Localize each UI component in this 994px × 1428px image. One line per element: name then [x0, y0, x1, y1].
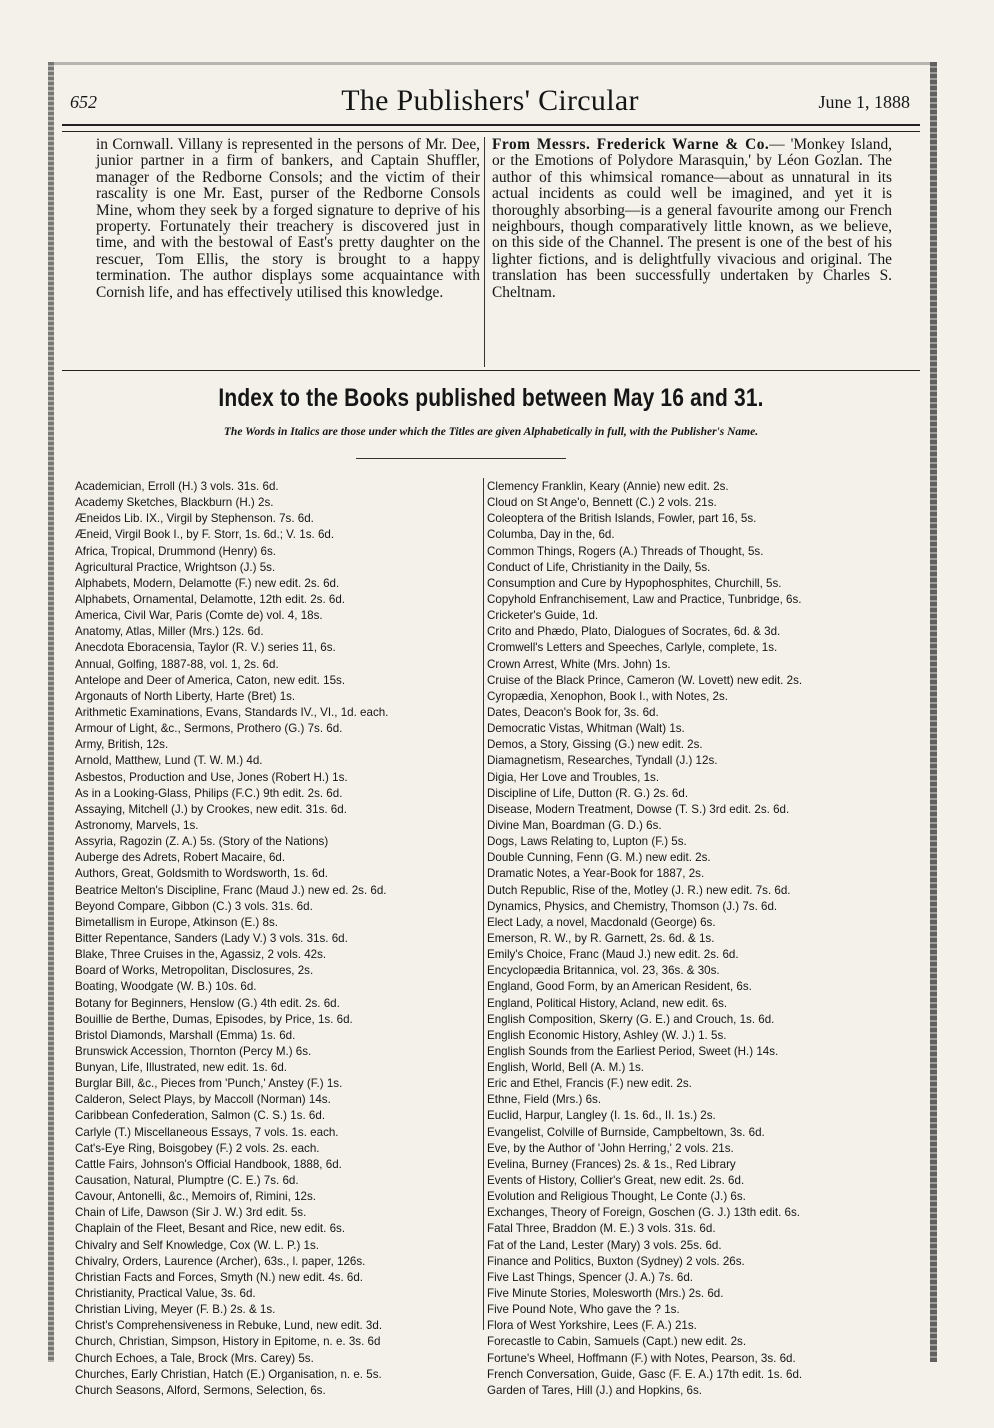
index-entry: Bristol Diamonds, Marshall (Emma) 1s. 6d. [75, 1028, 296, 1042]
index-entry: Disease, Modern Treatment, Dowse (T. S.) 3rd edit. 2s. 6d. [487, 802, 790, 816]
index-entry: Arnold, Matthew, Lund (T. W. M.) 4d. [75, 754, 263, 768]
index-entry: England, Good Form, by an American Resident, 6s. [487, 980, 752, 994]
index-entry: Assaying, Mitchell (J.) by Crookes, new edit. 31s. 6d. [75, 802, 347, 816]
index-entry: Flora of West Yorkshire, Lees (F. A.) 21s. [487, 1319, 697, 1333]
index-entry: Alphabets, Modern, Delamotte (F.) new edit. 2s. 6d. [75, 576, 340, 590]
index-entry: Elect Lady, a novel, Macdonald (George) 6s. [487, 915, 716, 929]
index-entry: Events of History, Collier's Great, new edit. 2s. 6d. [487, 1174, 745, 1188]
index-entry: Conduct of Life, Christianity in the Daily, 5s. [487, 560, 711, 574]
index-entry: Democratic Vistas, Whitman (Walt) 1s. [487, 722, 685, 736]
index-entry: Church, Christian, Simpson, History in Epitome, n. e. 3s. 6d [75, 1335, 381, 1349]
index-entry: Church Seasons, Alford, Sermons, Selection, 6s. [75, 1383, 326, 1397]
index-entry: Auberge des Adrets, Robert Macaire, 6d. [75, 851, 286, 865]
index-entry: Burglar Bill, &c., Pieces from 'Punch,' Anstey (F.) 1s. [75, 1077, 343, 1091]
issue-date: June 1, 1888 [818, 92, 910, 112]
index-entry: Chivalry and Self Knowledge, Cox (W. L. P.) 1s. [75, 1238, 320, 1252]
index-entry: Christian Facts and Forces, Smyth (N.) new edit. 4s. 6d. [75, 1270, 364, 1284]
index-entry: Forecastle to Cabin, Samuels (Capt.) new edit. 2s. [487, 1335, 747, 1349]
index-entry: Crito and Phædo, Plato, Dialogues of Socrates, 6d. & 3d. [487, 625, 781, 639]
index-entry: Dynamics, Physics, and Chemistry, Thomson (J.) 7s. 6d. [487, 899, 778, 913]
index-entry: Authors, Great, Goldsmith to Wordsworth, 1s. 6d. [75, 867, 329, 881]
index-entry: Emerson, R. W., by R. Garnett, 2s. 6d. & 1s. [487, 931, 715, 945]
index-entry: Bouillie de Berthe, Dumas, Episodes, by Price, 1s. 6d. [75, 1012, 353, 1026]
index-entry: Dogs, Laws Relating to, Lupton (F.) 5s. [487, 835, 687, 849]
index-entry: Crown Arrest, White (Mrs. John) 1s. [487, 657, 671, 671]
index-entry: America, Civil War, Paris (Comte de) vol. 4, 18s. [75, 609, 323, 623]
index-entry: Agricultural Practice, Wrightson (J.) 5s. [75, 560, 276, 574]
index-entry: Divine Man, Boardman (G. D.) 6s. [487, 818, 662, 832]
section-rule [62, 370, 920, 371]
index-entry: Bunyan, Life, Illustrated, new edit. 1s. 6d. [75, 1061, 288, 1075]
index-entry: Anecdota Eboracensia, Taylor (R. V.) series 11, 6s. [75, 641, 336, 655]
index-entry: Dramatic Notes, a Year-Book for 1887, 2s. [487, 867, 705, 881]
index-entry: Africa, Tropical, Drummond (Henry) 6s. [75, 544, 277, 558]
index-entry: Cromwell's Letters and Speeches, Carlyle, complete, 1s. [487, 641, 778, 655]
review-text: — 'Monkey Island, or the Emotions of Polydore Marasquin,' by Léon Gozlan. The author of this whimsical romance—about as unnatural in its actual incidents as could well be imagined, and yet it is thoroughly absorbing—is a general favourite among our French neighbours, though comparatively little known, as we believe, on this side of the Channel. The present is one of the best of his lighter fictions, and is delightfully vivacious and original. The translation has been successfully undertaken by Charles S. Cheltnam. [492, 136, 892, 301]
page-left-border [48, 62, 54, 1362]
page-number: 652 [70, 92, 97, 112]
index-entry: Christian Living, Meyer (F. B.) 2s. & 1s. [75, 1303, 276, 1317]
index-entry: Columba, Day in the, 6d. [487, 528, 615, 542]
index-entry: Arithmetic Examinations, Evans, Standards IV., VI., 1d. each. [75, 705, 389, 719]
index-entry: Exchanges, Theory of Foreign, Goschen (G. J.) 13th edit. 6s. [487, 1206, 800, 1220]
index-entry: Coleoptera of the British Islands, Fowler, part 16, 5s. [487, 512, 757, 526]
index-entry: Carlyle (T.) Miscellaneous Essays, 7 vols. 1s. each. [75, 1125, 339, 1139]
index-entry: French Conversation, Guide, Gasc (F. E. A.) 17th edit. 1s. 6d. [487, 1367, 803, 1381]
index-entry: Academician, Erroll (H.) 3 vols. 31s. 6d. [75, 480, 279, 493]
index-entry: Anatomy, Atlas, Miller (Mrs.) 12s. 6d. [75, 625, 264, 639]
index-entry: Chaplain of the Fleet, Besant and Rice, new edit. 6s. [75, 1222, 346, 1236]
index-entry: Fat of the Land, Lester (Mary) 3 vols. 25s. 6d. [487, 1238, 722, 1252]
index-entry: Five Last Things, Spencer (J. A.) 7s. 6d. [487, 1270, 693, 1284]
index-entry: Annual, Golfing, 1887-88, vol. 1, 2s. 6d. [75, 657, 279, 671]
index-entry: Evangelist, Colville of Burnside, Campbeltown, 3s. 6d. [487, 1125, 765, 1139]
page-top-border [54, 62, 930, 65]
index-entry: English Economic History, Ashley (W. J.) 1. 5s. [487, 1028, 727, 1042]
index-entry: Cruise of the Black Prince, Cameron (W. Lovett) new edit. 2s. [487, 673, 803, 687]
index-entry: Cricketer's Guide, 1d. [487, 609, 599, 623]
index-entry: Churches, Early Christian, Hatch (E.) Organisation, n. e. 5s. [75, 1367, 382, 1381]
index-column-right [487, 479, 897, 1399]
index-entry: Common Things, Rogers (A.) Threads of Thought, 5s. [487, 544, 764, 558]
review-text: in Cornwall. Villany is represented in the persons of Mr. Dee, junior partner in a firm of bankers, and Captain Shuffler, manager of the Redborne Consols; and the victim of their rascality is one Mr. East, purser of the Redborne Consols Mine, whom they seek by a forged signature to deprive of his property. Fortunately their treachery is discovered just in time, and with the bestowal of East's pretty daughter on the rescuer, Tom Ellis, the story is brought to a happy termination. The author displays some acquaintance with Cornish life, and has effectively utilised this knowledge. [96, 136, 480, 301]
index-entry: Astronomy, Marvels, 1s. [75, 818, 199, 832]
index-title: Index to the Books published between May 16 and 31. [218, 384, 764, 412]
index-entry: Diamagnetism, Researches, Tyndall (J.) 12s. [487, 754, 718, 768]
index-entry: Dates, Deacon's Book for, 3s. 6d. [487, 705, 659, 719]
index-entry: Double Cunning, Fenn (G. M.) new edit. 2s. [487, 851, 711, 865]
index-entry: Army, British, 12s. [75, 738, 169, 752]
index-entry: Beatrice Melton's Discipline, Franc (Maud J.) new ed. 2s. 6d. [75, 883, 387, 897]
review-publisher: From Messrs. Frederick Warne & Co. [492, 136, 770, 153]
index-entry: Copyhold Enfranchisement, Law and Practice, Tunbridge, 6s. [487, 592, 802, 606]
index-entry: Beyond Compare, Gibbon (C.) 3 vols. 31s. 6d. [75, 899, 313, 913]
index-entry: Garden of Tares, Hill (J.) and Hopkins, 6s. [487, 1383, 703, 1397]
header-rule [62, 124, 920, 132]
index-entry: Eve, by the Author of 'John Herring,' 2 vols. 21s. [487, 1141, 734, 1155]
index-entry: Bimetallism in Europe, Atkinson (E.) 8s. [75, 915, 278, 929]
index-entry: Cyropædia, Xenophon, Book I., with Notes, 2s. [487, 689, 729, 703]
index-entry: Demos, a Story, Gissing (G.) new edit. 2s. [487, 738, 703, 752]
index-entry: English Composition, Skerry (G. E.) and Crouch, 1s. 6d. [487, 1012, 775, 1026]
page-right-border [930, 62, 937, 1362]
page-header [70, 84, 910, 120]
index-entry: Æneidos Lib. IX., Virgil by Stephenson. 7s. 6d. [75, 512, 314, 526]
index-entry: Christianity, Practical Value, 3s. 6d. [75, 1287, 256, 1301]
index-entry: Euclid, Harpur, Langley (I. 1s. 6d., II. 1s.) 2s. [487, 1109, 716, 1123]
index-entry: Evolution and Religious Thought, Le Conte (J.) 6s. [487, 1190, 746, 1204]
index-entry: Brunswick Accession, Thornton (Percy M.) 6s. [75, 1044, 312, 1058]
index-entry: Blake, Three Cruises in the, Agassiz, 2 vols. 42s. [75, 948, 327, 962]
index-entry: Caribbean Confederation, Salmon (C. S.) 1s. 6d. [75, 1109, 326, 1123]
index-entry: Five Pound Note, Who gave the ? 1s. [487, 1303, 680, 1317]
short-rule [356, 458, 566, 459]
index-entry: Church Echoes, a Tale, Brock (Mrs. Carey) 5s. [75, 1351, 314, 1365]
index-column-left [75, 479, 481, 1399]
index-entry: Christ's Comprehensiveness in Rebuke, Lund, new edit. 3d. [75, 1319, 383, 1333]
index-entry: Cavour, Antonelli, &c., Memoirs of, Rimini, 12s. [75, 1190, 316, 1204]
index-entry: Alphabets, Ornamental, Delamotte, 12th edit. 2s. 6d. [75, 592, 346, 606]
review-continuation [96, 137, 480, 301]
index-entry: Antelope and Deer of America, Caton, new edit. 15s. [75, 673, 346, 687]
index-entry: As in a Looking-Glass, Philips (F.C.) 9th edit. 2s. 6d. [75, 786, 343, 800]
index-entry: Consumption and Cure by Hypophosphites, Churchill, 5s. [487, 576, 782, 590]
index-entry: Argonauts of North Liberty, Harte (Bret) 1s. [75, 689, 296, 703]
index-entry: English, World, Bell (A. M.) 1s. [487, 1061, 644, 1075]
index-entry: Boating, Woodgate (W. B.) 10s. 6d. [75, 980, 257, 994]
index-entry: Academy Sketches, Blackburn (H.) 2s. [75, 496, 274, 510]
index-entry: Eric and Ethel, Francis (F.) new edit. 2s. [487, 1077, 692, 1091]
index-entry: Bitter Repentance, Sanders (Lady V.) 3 vols. 31s. 6d. [75, 931, 348, 945]
index-entry: Five Minute Stories, Molesworth (Mrs.) 2s. 6d. [487, 1287, 724, 1301]
index-entry: Fatal Three, Braddon (M. E.) 3 vols. 31s. 6d. [487, 1222, 716, 1236]
index-entry: Causation, Natural, Plumptre (C. E.) 7s. 6d. [75, 1174, 299, 1188]
index-entry: Discipline of Life, Dutton (R. G.) 2s. 6d. [487, 786, 689, 800]
index-entry: Finance and Politics, Buxton (Sydney) 2 vols. 26s. [487, 1254, 745, 1268]
index-entry: Emily's Choice, Franc (Maud J.) new edit. 2s. 6d. [487, 948, 739, 962]
index-entry: Dutch Republic, Rise of the, Motley (J. R.) new edit. 7s. 6d. [487, 883, 791, 897]
index-entry: Digia, Her Love and Troubles, 1s. [487, 770, 660, 784]
index-entry: Board of Works, Metropolitan, Disclosures, 2s. [75, 964, 314, 978]
index-entry: Æneid, Virgil Book I., by F. Storr, 1s. 6d.; V. 1s. 6d. [75, 528, 335, 542]
index-entry: Encyclopædia Britannica, vol. 23, 36s. & 30s. [487, 964, 720, 978]
index-entry: Evelina, Burney (Frances) 2s. & 1s., Red Library [487, 1157, 736, 1171]
index-entry: Chain of Life, Dawson (Sir J. W.) 3rd edit. 5s. [75, 1206, 307, 1220]
index-entry: Chivalry, Orders, Laurence (Archer), 63s., l. paper, 126s. [75, 1254, 366, 1268]
index-entry: Clemency Franklin, Keary (Annie) new edit. 2s. [487, 480, 729, 493]
index-entry: Assyria, Ragozin (Z. A.) 5s. (Story of the Nations) [75, 835, 329, 849]
index-entry: Cat's-Eye Ring, Boisgobey (F.) 2 vols. 2s. each. [75, 1141, 320, 1155]
index-entry: Cloud on St Ange'o, Bennett (C.) 2 vols. 21s. [487, 496, 717, 510]
index-entry: Cattle Fairs, Johnson's Official Handbook, 1888, 6d. [75, 1157, 342, 1171]
index-entry: Armour of Light, &c., Sermons, Prothero (G.) 7s. 6d. [75, 722, 343, 736]
index-column-divider [483, 478, 484, 1330]
index-entry: Botany for Beginners, Henslow (G.) 4th edit. 2s. 6d. [75, 996, 340, 1010]
index-entry: England, Political History, Acland, new edit. 6s. [487, 996, 728, 1010]
index-note: The Words in Italics are those under which the Titles are given Alphabetically in full, with the Publisher's Name. [223, 426, 759, 438]
index-entry: Ethne, Field (Mrs.) 6s. [487, 1093, 602, 1107]
column-divider [484, 137, 485, 367]
index-entry: English Sounds from the Earliest Period, Sweet (H.) 14s. [487, 1044, 779, 1058]
journal-title: The Publishers' Circular [341, 84, 639, 117]
review-warne [492, 137, 892, 301]
index-entry: Calderon, Select Plays, by Maccoll (Norman) 14s. [75, 1093, 331, 1107]
index-entry: Fortune's Wheel, Hoffmann (F.) with Notes, Pearson, 3s. 6d. [487, 1351, 796, 1365]
index-entry: Asbestos, Production and Use, Jones (Robert H.) 1s. [75, 770, 348, 784]
